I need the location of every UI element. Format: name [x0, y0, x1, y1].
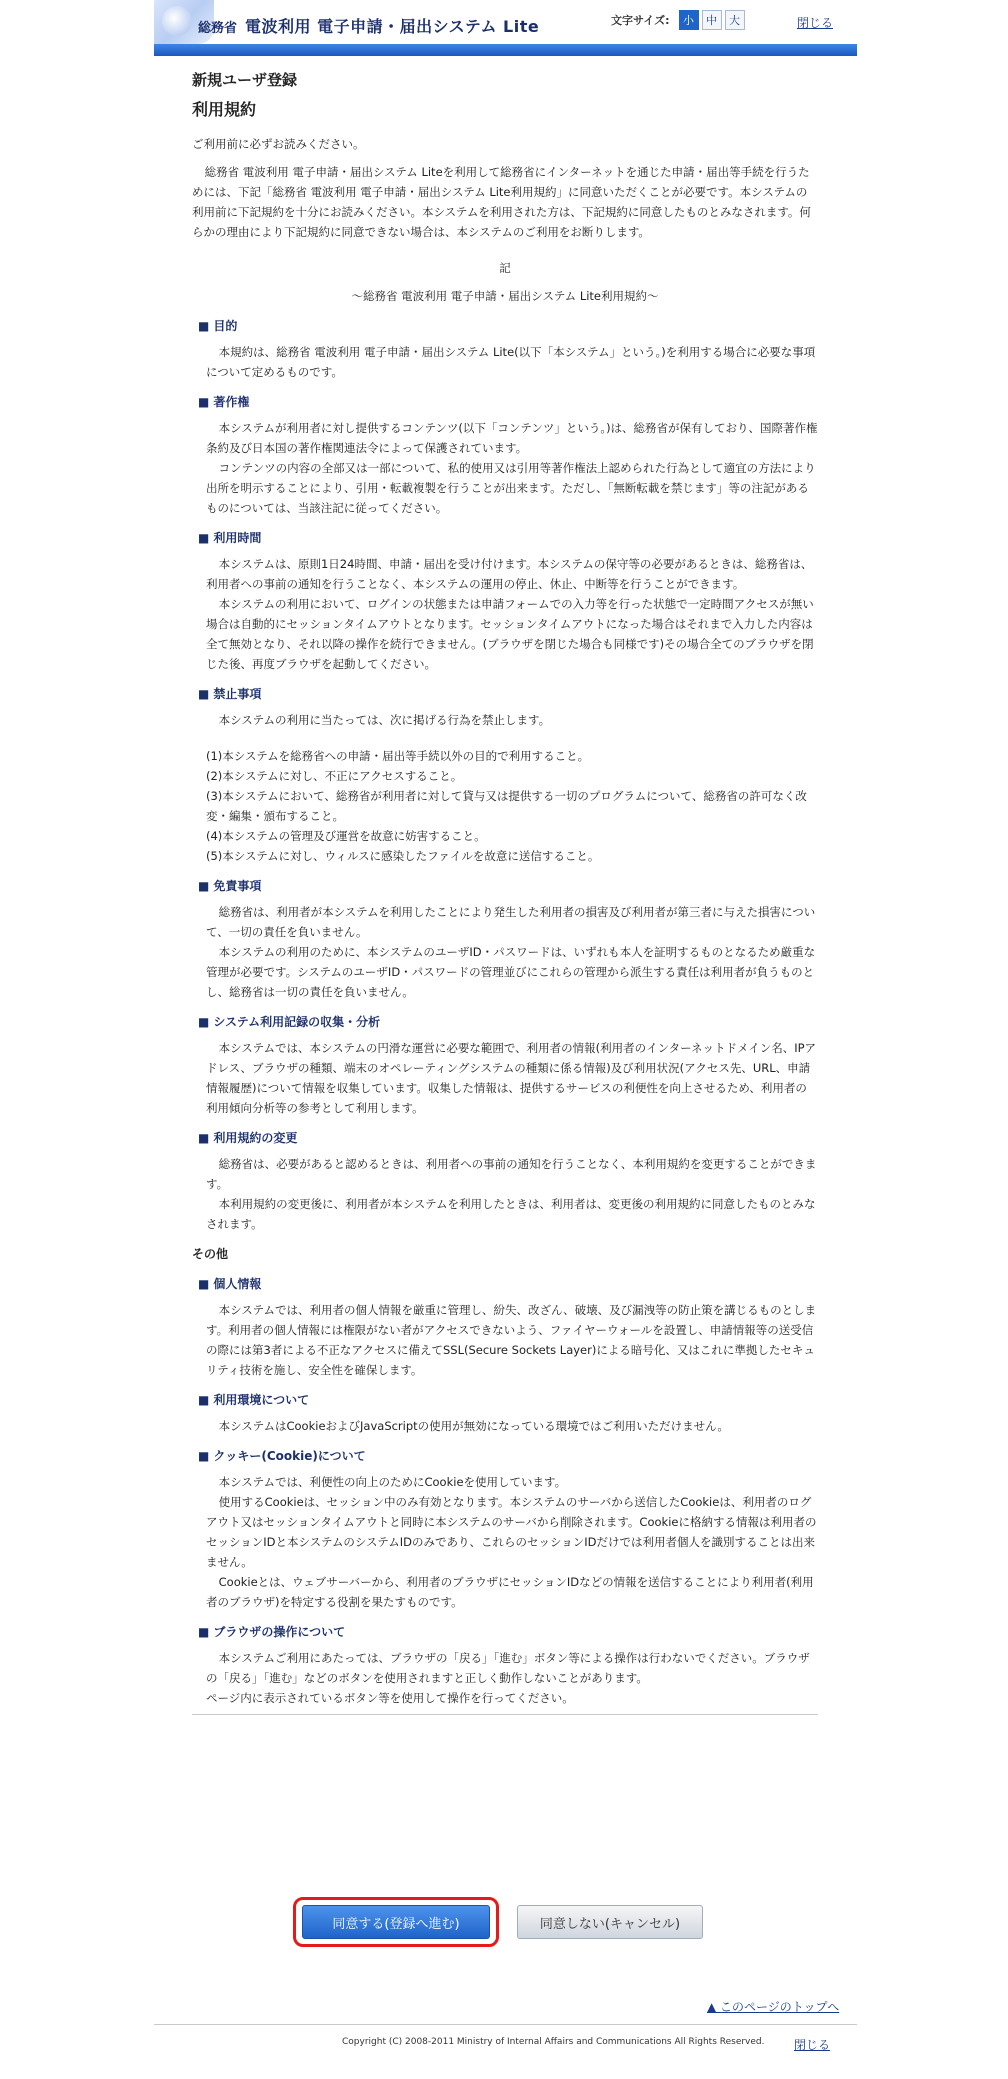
- action-buttons: [293, 1897, 703, 1947]
- disclaimer-text-2: 本システムの利用のために、本システムのユーザID・パスワードは、いずれも本人を証明するものとなるため厳重な管理が必要です。システムのユーザID・パスワードの管理並びにこれらの管理から派生する責任は利用者が負うものとし、総務省は一切の責任を負いません。: [206, 945, 816, 999]
- font-size-medium-button[interactable]: 中: [702, 10, 722, 30]
- prohibited-item: (5)本システムに対し、ウィルスに感染したファイルを故意に送信すること。: [206, 849, 600, 863]
- copyright-text-1: 本システムが利用者に対し提供するコンテンツ(以下「コンテンツ」という。)は、総務省が保有しており、国際著作権条約及び日本国の著作権関連法令によって保護されています。: [206, 421, 818, 455]
- section-heading-disclaimer: ■ 免責事項: [198, 876, 818, 896]
- tos-title: 利用規約: [192, 100, 257, 119]
- rules-title: ～総務省 電波利用 電子申請・届出システム Lite利用規約～: [351, 289, 659, 303]
- prohibited-item: (3)本システムにおいて、総務省が利用者に対して貸与又は提供する一切のプログラムについて、総務省の許可なく改変・編集・頒布すること。: [206, 789, 807, 823]
- prohibited-item: (1)本システムを総務省への申請・届出等手続以外の目的で利用すること。: [206, 749, 590, 763]
- font-size-switcher: [611, 10, 745, 30]
- cookie-text-1: 本システムでは、利便性の向上のためにCookieを使用しています。: [218, 1475, 567, 1489]
- disclaimer-text-1: 総務省は、利用者が本システムを利用したことにより発生した利用者の損害及び利用者が第三者に与えた損害について、一切の責任を負いません。: [206, 905, 816, 939]
- main-content: [192, 70, 818, 1715]
- ki-marker: 記: [499, 261, 511, 275]
- agree-highlight: [293, 1897, 499, 1947]
- close-link-bottom[interactable]: 閉じる: [794, 2038, 831, 2052]
- close-link-top[interactable]: 閉じる: [796, 16, 833, 30]
- purpose-text: 本規約は、総務省 電波利用 電子申請・届出システム Lite(以下「本システム」という。)を利用する場合に必要な事項について定めるものです。: [206, 345, 816, 379]
- other-heading: その他: [192, 1247, 229, 1261]
- site-logo: [198, 14, 539, 37]
- copyright-text-2: コンテンツの内容の全部又は一部について、私的使用又は引用等著作権法上認められた行為として適宜の方法により出所を明示することにより、引用・転載複製を行うことが出来ます。ただし、「無断転載を禁じます」等の注記があるものについては、当該注記に従ってください。: [206, 461, 816, 515]
- section-heading-purpose: ■ 目的: [198, 316, 818, 336]
- hours-text-2: 本システムの利用において、ログインの状態または申請フォームでの入力等を行った状態で一定時間アクセスが無い場合は自動的にセッションタイムアウトとなります。セッションタイムアウトになった場合はそれまで入力した内容は全て無効となり、それ以降の操作を続行できません。(ブラウザを閉じた場合も同様です)その場合全てのブラウザを閉じた後、再度ブラウザを起動してください。: [206, 597, 814, 671]
- section-heading-environment: ■ 利用環境について: [198, 1390, 818, 1410]
- section-heading-logging: ■ システム利用記録の収集・分析: [198, 1012, 818, 1032]
- section-heading-changes: ■ 利用規約の変更: [198, 1128, 818, 1148]
- section-heading-cookie: ■ クッキー(Cookie)について: [198, 1446, 818, 1466]
- header: [154, 0, 857, 50]
- changes-text-1: 総務省は、必要があると認めるときは、利用者への事前の通知を行うことなく、本利用規約を変更することができます。: [206, 1157, 817, 1191]
- cookie-text-3: Cookieとは、ウェブサーバーから、利用者のブラウザにセッションIDなどの情報を送信することにより利用者(利用者のブラウザ)を特定する役割を果たすものです。: [206, 1575, 814, 1609]
- intro-body: 総務省 電波利用 電子申請・届出システム Liteを利用して総務省にインターネットを通じた申請・届出等手続を行うためには、下記「総務省 電波利用 電子申請・届出システム Lite利用規約」に同意いただくことが必要です。本システムの利用前に下記規約を十分にお読みください。本システムを利用された方は、下記規約に同意したものとみなされます。何らかの理由により下記規約に同意できない場合は、本システムのご利用をお断りします。: [192, 165, 811, 239]
- header-bar: [154, 44, 857, 56]
- copyright-text: Copyright (C) 2008-2011 Ministry of Internal Affairs and Communications All Rights Reserved.: [342, 2037, 765, 2047]
- prohibited-intro: 本システムの利用に当たっては、次に掲げる行為を禁止します。: [218, 713, 551, 727]
- intro-notice: ご利用前に必ずお読みください。: [192, 137, 365, 151]
- prohibited-item: (2)本システムに対し、不正にアクセスすること。: [206, 769, 463, 783]
- browser-text-2: ページ内に表示されているボタン等を使用して操作を行ってください。: [206, 1691, 574, 1705]
- changes-text-2: 本利用規約の変更後に、利用者が本システムを利用したときは、利用者は、変更後の利用規約に同意したものとみなされます。: [206, 1197, 816, 1231]
- content-divider: [192, 1714, 818, 1715]
- system-name: 電波利用 電子申請・届出システム Lite: [245, 17, 540, 36]
- footer-divider: [154, 2024, 857, 2025]
- prohibited-item: (4)本システムの管理及び運営を故意に妨害すること。: [206, 829, 486, 843]
- browser-text-1: 本システムご利用にあたっては、ブラウザの「戻る」「進む」ボタン等による操作は行わないでください。ブラウザの「戻る」「進む」などのボタンを使用されますと正しく動作しないことがあります。: [206, 1651, 810, 1685]
- section-heading-prohibited: ■ 禁止事項: [198, 684, 818, 704]
- page-top-link[interactable]: ▲ このページのトップへ: [707, 2000, 840, 2014]
- disagree-button[interactable]: 同意しない(キャンセル): [517, 1905, 703, 1939]
- font-size-small-button[interactable]: 小: [679, 10, 699, 30]
- section-heading-hours: ■ 利用時間: [198, 528, 818, 548]
- section-heading-copyright: ■ 著作権: [198, 392, 818, 412]
- section-heading-privacy: ■ 個人情報: [198, 1274, 818, 1294]
- registration-title: 新規ユーザ登録: [192, 71, 298, 89]
- ministry-name: 総務省: [198, 21, 238, 36]
- section-heading-browser: ■ ブラウザの操作について: [198, 1622, 818, 1642]
- logging-text: 本システムでは、本システムの円滑な運営に必要な範囲で、利用者の情報(利用者のインターネットドメイン名、IPアドレス、ブラウザの種類、端末のオペレーティングシステムの種類に係る情報)及び利用状況(アクセス先、URL、申請情報履歴)について情報を収集しています。収集した情報は、提供するサービスの利便性を向上させるため、利用者の利用傾向分析等の参考として利用します。: [206, 1041, 817, 1115]
- font-size-large-button[interactable]: 大: [725, 10, 745, 30]
- cookie-text-2: 使用するCookieは、セッション中のみ有効となります。本システムのサーバから送信したCookieは、利用者のログアウト又はセッションタイムアウトと同時に本システムのサーバから削除されます。Cookieに格納する情報は利用者のセッションIDと本システムのシステムIDのみであり、これらのセッションIDだけでは利用者個人を識別することは出来ません。: [206, 1495, 817, 1569]
- font-size-label: 文字サイズ:: [611, 14, 670, 27]
- hours-text-1: 本システムは、原則1日24時間、申請・届出を受け付けます。本システムの保守等の必要があるときは、総務省は、利用者への事前の通知を行うことなく、本システムの運用の停止、休止、中断等を行うことができます。: [206, 557, 813, 591]
- privacy-text: 本システムでは、利用者の個人情報を厳重に管理し、紛失、改ざん、破壊、及び漏洩等の防止策を講じるものとします。利用者の個人情報には権限がない者がアクセスできないよう、ファイヤーウォールを設置し、申請情報等の送受信の際には第3者による不正なアクセスに備えてSSL(Secure Sockets Layer)による暗号化、又はこれに準拠したセキュリティ技術を施し、安全性を確保します。: [206, 1303, 817, 1377]
- agree-button[interactable]: 同意する(登録へ進む): [302, 1905, 490, 1939]
- environment-text: 本システムはCookieおよびJavaScriptの使用が無効になっている環境ではご利用いただけません。: [218, 1419, 729, 1433]
- page-container: [154, 0, 857, 2052]
